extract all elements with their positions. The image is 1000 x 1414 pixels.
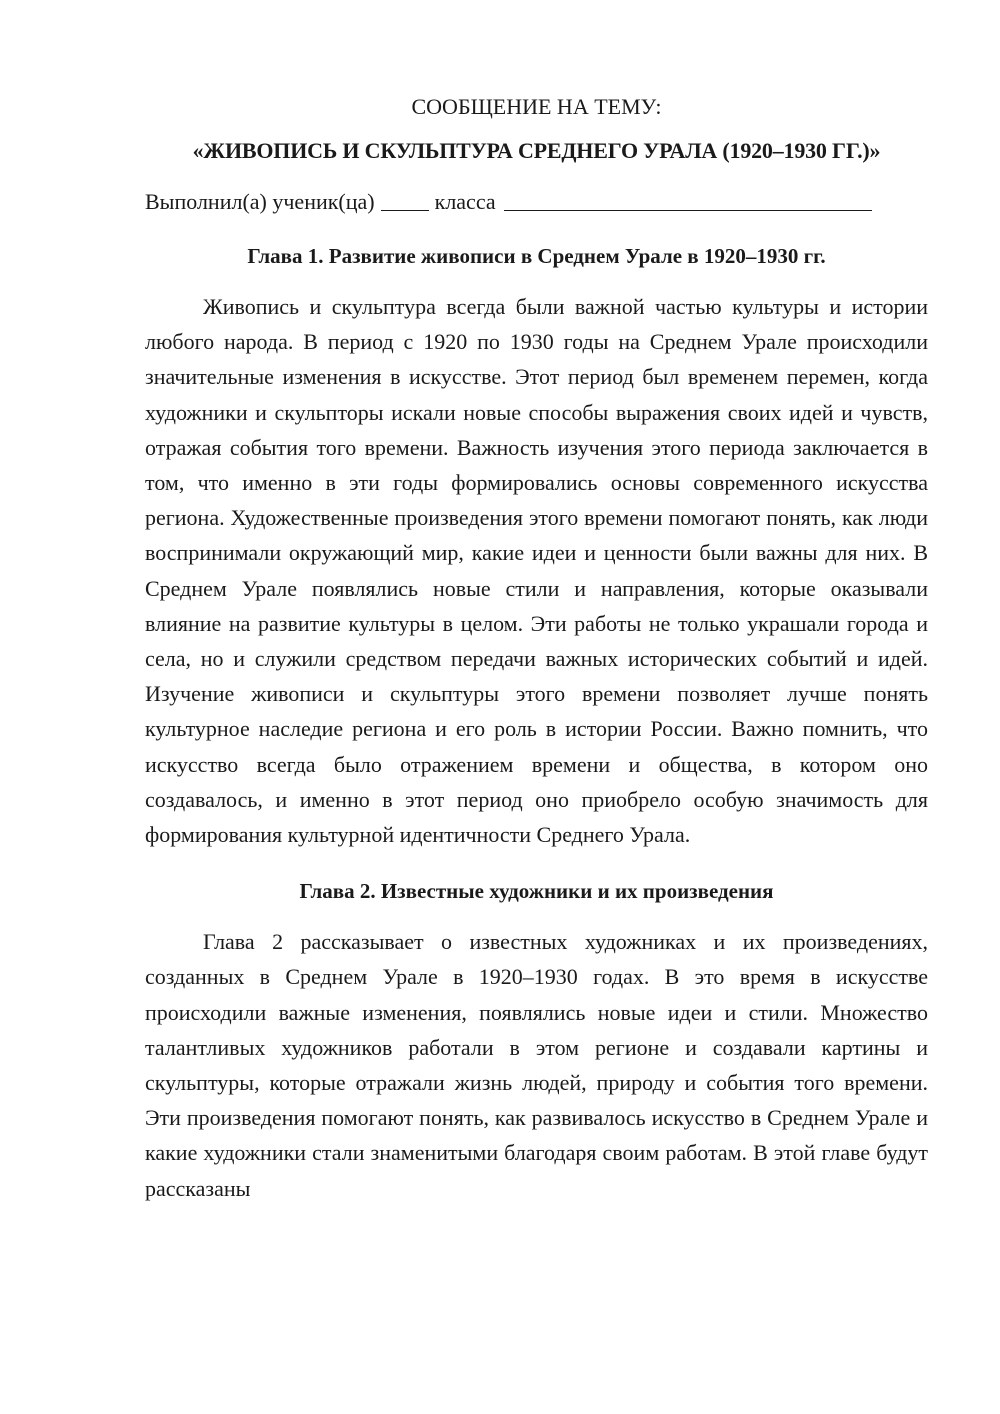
class-number-blank [381, 188, 429, 211]
performed-by-label: Выполнил(а) ученик(ца) [145, 189, 375, 214]
document-page [145, 92, 928, 1206]
report-type-title: СООБЩЕНИЕ НА ТЕМУ: [411, 94, 662, 119]
chapter-1-heading: Глава 1. Развитие живописи в Среднем Урале в 1920–1930 гг. [247, 244, 826, 268]
chapter-2-paragraph: Глава 2 рассказывает о известных художниках и их произведениях, созданных в Среднем Урале в 1920–1930 годах. В это время в искусстве происходили важные изменения, появлялись новые идеи и стили. Множество талантливых художников работали в этом регионе и создавали картины и скульптуры, которые отражали жизнь людей, природу и события того времени. Эти произведения помогают понять, как развивалось искусство в Среднем Урале и какие художники стали знаменитыми благодаря своим работам. В этой главе будут рассказаны [145, 929, 928, 1201]
chapter-1-paragraph: Живопись и скульптура всегда были важной частью культуры и истории любого народа. В период с 1920 по 1930 годы на Среднем Урале происходили значительные изменения в искусстве. Этот период был временем перемен, когда художники и скульпторы искали новые способы выражения своих идей и чувств, отражая события того времени. Важность изучения этого периода заключается в том, что именно в эти годы формировались основы современного искусства региона. Художественные произведения этого времени помогают понять, как люди воспринимали окружающий мир, какие идеи и ценности были важны для них. В Среднем Урале появлялись новые стили и направления, которые оказывали влияние на развитие культуры в целом. Эти работы не только украшали города и села, но и служили средством передачи важных исторических событий и идей. Изучение живописи и скульптуры этого времени позволяет лучше понять культурное наследие региона и его роль в истории России. Важно помнить, что искусство всегда было отражением времени и общества, в котором оно создавалось, и именно в этот период оно приобрело особую значимость для формирования культурной идентичности Среднего Урала. [145, 294, 928, 848]
class-label: класса [434, 189, 496, 214]
student-name-blank [504, 188, 872, 211]
chapter-2-heading: Глава 2. Известные художники и их произведения [299, 879, 774, 904]
author-line [145, 186, 928, 217]
report-topic-title: «ЖИВОПИСЬ И СКУЛЬПТУРА СРЕДНЕГО УРАЛА (1920–1930 ГГ.)» [192, 138, 881, 163]
